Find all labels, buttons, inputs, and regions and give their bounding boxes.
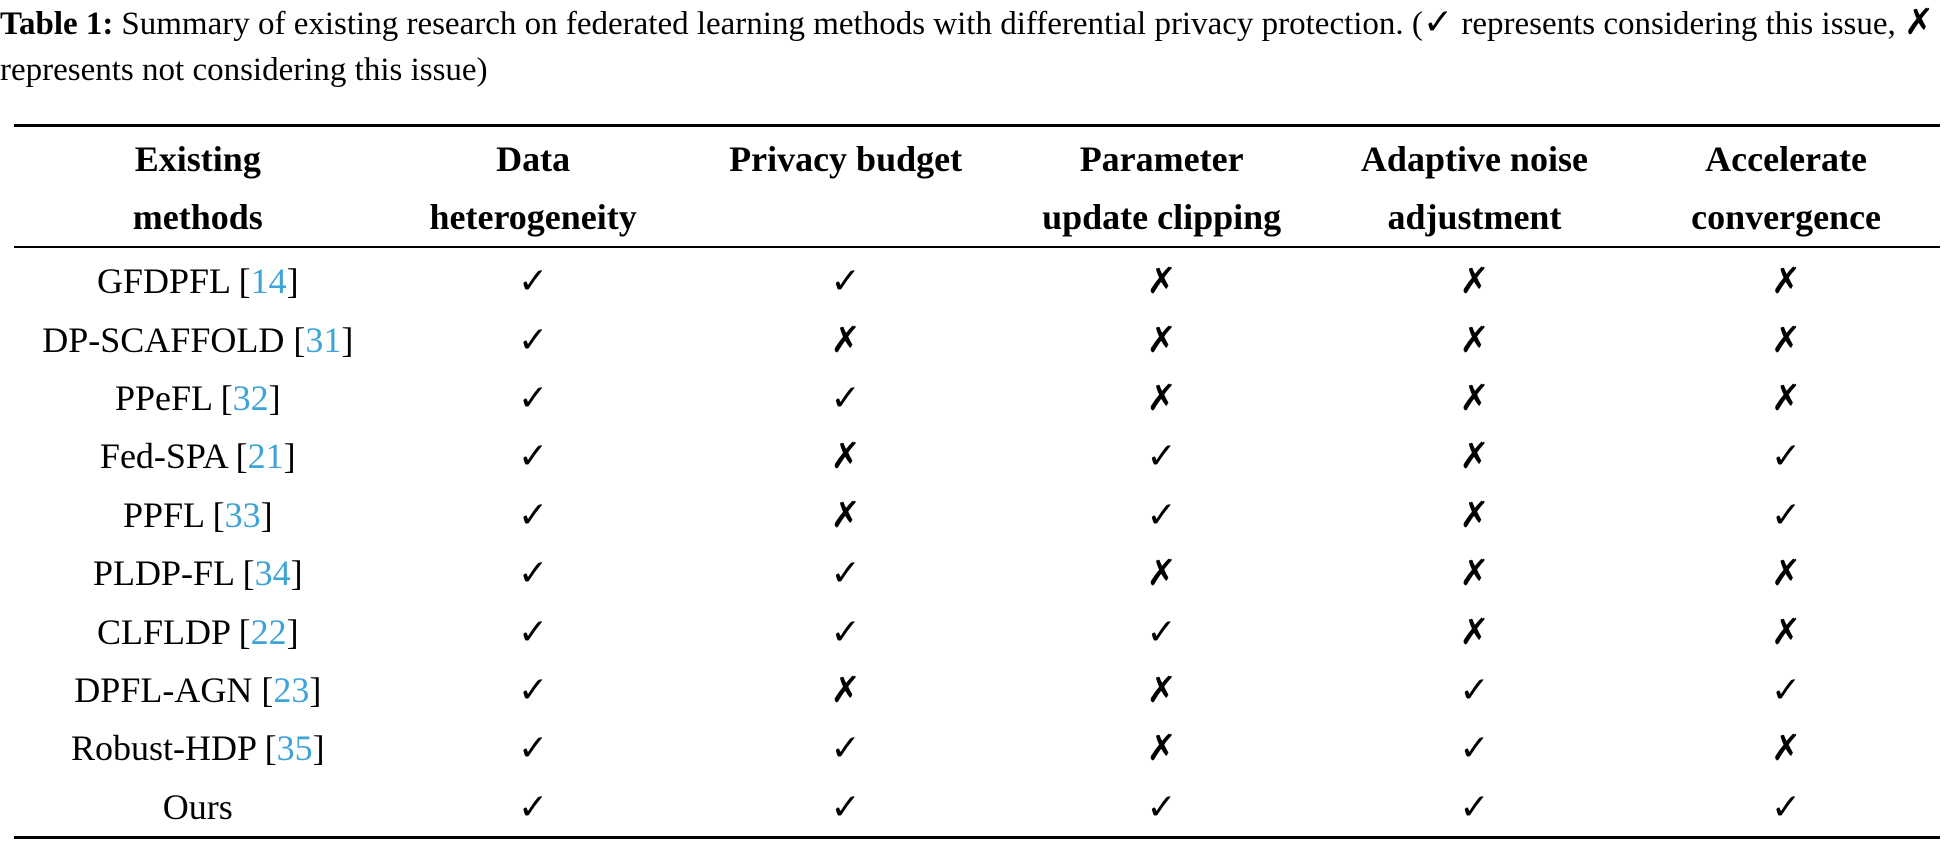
check-icon: ✓ <box>1771 436 1802 478</box>
mark-cell <box>685 602 1007 660</box>
method-cell: Robust-HDP [35] <box>70 728 325 769</box>
mark-cell <box>1317 719 1632 777</box>
mark-cell <box>1007 778 1317 838</box>
method-name: CLFLDP <box>96 611 230 652</box>
cross-icon: ✗ <box>1771 261 1802 303</box>
header-data-heterogeneity: Data heterogeneity <box>429 139 637 237</box>
mark-cell <box>382 719 685 777</box>
mark-cell <box>1317 247 1632 310</box>
table-caption <box>0 0 1954 93</box>
mark-cell <box>1632 661 1940 719</box>
mark-cell <box>1007 369 1317 427</box>
method-name: DP-SCAFFOLD <box>42 319 285 360</box>
cross-icon: ✗ <box>1459 319 1490 361</box>
check-icon: ✓ <box>518 611 549 653</box>
cross-icon: ✗ <box>1904 2 1935 43</box>
method-cell: PLDP-FL [34] <box>92 553 303 594</box>
reference-link[interactable]: 35 <box>276 728 313 769</box>
mark-cell <box>685 778 1007 838</box>
check-icon: ✓ <box>1146 786 1177 828</box>
table-row <box>14 427 1940 485</box>
check-icon: ✓ <box>1146 611 1177 653</box>
cross-icon: ✗ <box>1771 377 1802 419</box>
mark-cell <box>1317 544 1632 602</box>
cross-icon: ✗ <box>1771 553 1802 595</box>
caption-text: represents not considering this issue) <box>0 52 488 88</box>
mark-cell <box>685 247 1007 310</box>
check-icon: ✓ <box>518 319 549 361</box>
table-row <box>14 247 1940 310</box>
mark-cell <box>685 719 1007 777</box>
check-icon: ✓ <box>1146 436 1177 478</box>
mark-cell <box>382 310 685 368</box>
check-icon: ✓ <box>830 377 861 419</box>
reference-link[interactable]: 33 <box>224 494 261 535</box>
cross-icon: ✗ <box>1146 377 1177 419</box>
mark-cell <box>382 544 685 602</box>
table-row <box>14 661 1940 719</box>
mark-cell <box>1317 661 1632 719</box>
mark-cell <box>382 427 685 485</box>
method-cell: PPeFL [32] <box>114 377 281 418</box>
cross-icon: ✗ <box>1771 611 1802 653</box>
check-icon: ✓ <box>1459 786 1490 828</box>
method-name: PPeFL <box>114 377 212 418</box>
check-icon: ✓ <box>1422 2 1454 43</box>
reference-link[interactable]: 21 <box>247 436 284 477</box>
header-accelerate-convergence: Accelerate convergence <box>1691 139 1882 237</box>
header-privacy-budget: Privacy budget <box>729 139 963 179</box>
mark-cell <box>1007 661 1317 719</box>
method-cell: Fed-SPA [21] <box>99 436 296 477</box>
mark-cell <box>1007 544 1317 602</box>
mark-cell <box>1007 247 1317 310</box>
cross-icon: ✗ <box>1771 728 1802 770</box>
cross-icon: ✗ <box>1459 611 1490 653</box>
cross-icon: ✗ <box>1146 261 1177 303</box>
mark-cell <box>1632 369 1940 427</box>
mark-cell <box>685 369 1007 427</box>
cross-icon: ✗ <box>1459 377 1490 419</box>
mark-cell <box>1317 602 1632 660</box>
mark-cell <box>382 778 685 838</box>
reference-link[interactable]: 23 <box>273 669 310 710</box>
table-row <box>14 369 1940 427</box>
mark-cell <box>1317 486 1632 544</box>
cross-icon: ✗ <box>830 494 861 536</box>
mark-cell <box>1632 602 1940 660</box>
method-cell: CLFLDP [22] <box>96 611 299 652</box>
table-row <box>14 778 1940 838</box>
cross-icon: ✗ <box>830 436 861 478</box>
mark-cell <box>1317 310 1632 368</box>
mark-cell <box>1632 427 1940 485</box>
check-icon: ✓ <box>830 611 861 653</box>
method-cell <box>14 778 382 838</box>
table-row <box>14 486 1940 544</box>
check-icon: ✓ <box>518 494 549 536</box>
cross-icon: ✗ <box>1459 553 1490 595</box>
method-name: DPFL-AGN <box>74 669 253 710</box>
check-icon: ✓ <box>1146 494 1177 536</box>
check-icon: ✓ <box>1771 669 1802 711</box>
mark-cell <box>382 602 685 660</box>
mark-cell <box>685 427 1007 485</box>
header-existing-methods: Existing methods <box>132 139 263 237</box>
check-icon: ✓ <box>830 261 861 303</box>
cross-icon: ✗ <box>1146 319 1177 361</box>
reference-link[interactable]: 14 <box>250 261 287 302</box>
check-icon: ✓ <box>1771 786 1802 828</box>
reference-link[interactable]: 31 <box>305 319 342 360</box>
method-cell: DP-SCAFFOLD [31] <box>42 319 354 360</box>
check-icon: ✓ <box>518 261 549 303</box>
mark-cell <box>1317 427 1632 485</box>
comparison-table <box>14 124 1940 839</box>
cross-icon: ✗ <box>830 669 861 711</box>
mark-cell <box>1632 310 1940 368</box>
check-icon: ✓ <box>518 436 549 478</box>
table-row <box>14 310 1940 368</box>
cross-icon: ✗ <box>1146 669 1177 711</box>
mark-cell <box>685 661 1007 719</box>
cross-icon: ✗ <box>1771 319 1802 361</box>
check-icon: ✓ <box>518 553 549 595</box>
check-icon: ✓ <box>518 377 549 419</box>
mark-cell <box>1317 369 1632 427</box>
reference-link[interactable]: 32 <box>232 377 269 418</box>
mark-cell <box>685 310 1007 368</box>
mark-cell <box>1632 486 1940 544</box>
cross-icon: ✗ <box>1146 553 1177 595</box>
mark-cell <box>1632 719 1940 777</box>
mark-cell <box>685 486 1007 544</box>
header-row <box>14 126 1940 248</box>
check-icon: ✓ <box>518 669 549 711</box>
method-name: GFDPFL <box>96 261 230 302</box>
method-name: Robust-HDP <box>70 728 256 769</box>
mark-cell <box>1632 544 1940 602</box>
check-icon: ✓ <box>830 553 861 595</box>
check-icon: ✓ <box>830 786 861 828</box>
header-adaptive-noise-adjustment: Adaptive noise adjustment <box>1360 139 1588 237</box>
reference-link[interactable]: 22 <box>250 611 287 652</box>
mark-cell <box>382 486 685 544</box>
caption-text: Summary of existing research on federated learning methods with differential privacy protection. ( <box>121 6 1423 42</box>
table-row <box>14 544 1940 602</box>
method-name: PLDP-FL <box>92 553 234 594</box>
mark-cell <box>1007 602 1317 660</box>
mark-cell <box>1007 427 1317 485</box>
method-cell: GFDPFL [14] <box>96 261 299 302</box>
caption-label: Table 1: <box>0 6 114 42</box>
mark-cell <box>1632 247 1940 310</box>
reference-link[interactable]: 34 <box>254 553 291 594</box>
check-icon: ✓ <box>1771 494 1802 536</box>
check-icon: ✓ <box>518 786 549 828</box>
mark-cell <box>1007 310 1317 368</box>
check-icon: ✓ <box>830 728 861 770</box>
cross-icon: ✗ <box>830 319 861 361</box>
method-name: Fed-SPA <box>99 436 227 477</box>
mark-cell <box>1317 778 1632 838</box>
cross-icon: ✗ <box>1146 728 1177 770</box>
mark-cell <box>1007 486 1317 544</box>
method-name: Ours <box>162 786 233 827</box>
mark-cell <box>1007 719 1317 777</box>
mark-cell <box>382 661 685 719</box>
method-name: PPFL <box>122 494 204 535</box>
cross-icon: ✗ <box>1459 261 1490 303</box>
check-icon: ✓ <box>518 728 549 770</box>
table-row <box>14 719 1940 777</box>
method-cell: PPFL [33] <box>122 494 273 535</box>
check-icon: ✓ <box>1459 728 1490 770</box>
mark-cell <box>382 247 685 310</box>
mark-cell <box>382 369 685 427</box>
cross-icon: ✗ <box>1459 494 1490 536</box>
cross-icon: ✗ <box>1459 436 1490 478</box>
check-icon: ✓ <box>1459 669 1490 711</box>
method-cell: DPFL-AGN [23] <box>74 669 322 710</box>
mark-cell <box>1632 778 1940 838</box>
mark-cell <box>685 544 1007 602</box>
header-parameter-update-clipping: Parameter update clipping <box>1042 139 1282 237</box>
caption-text: represents considering this issue, <box>1453 6 1905 42</box>
table-row <box>14 602 1940 660</box>
